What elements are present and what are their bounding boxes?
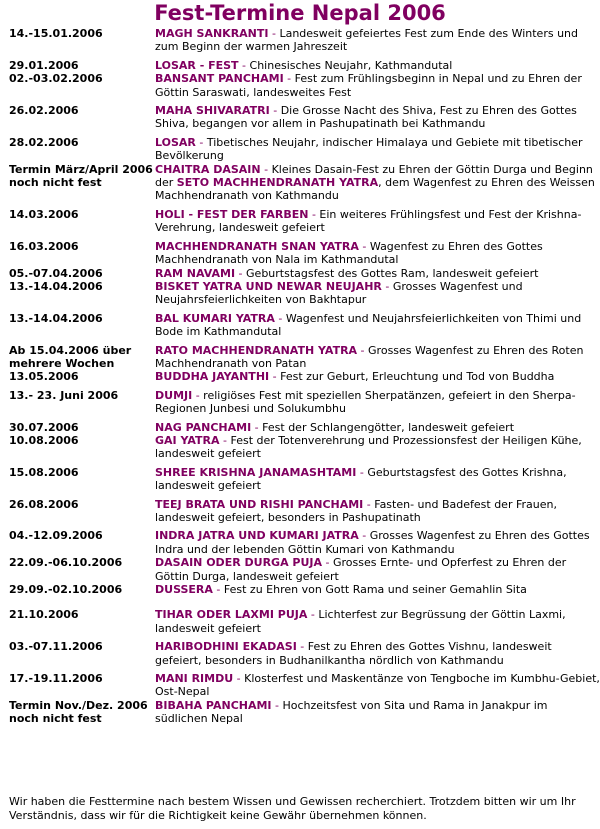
event-description [155,556,600,583]
event-description [155,280,600,312]
event-text: Fest der Totenverehrung und Prozessionsfest der Heiligen Kühe, landesweit gefeiert [155,433,582,461]
event-description [155,104,600,136]
event-text: Fest zum Frühlingsbeginn in Nepal und zu Ehren der Göttin Saraswati, landesweites Fest [155,72,582,99]
event-row [6,27,600,59]
event-date: 28.02.2006 [9,135,79,149]
event-date: 13.- 23. Juni 2006 [9,388,119,402]
separator: - [238,58,250,72]
event-text: Geburtstagsfest des Gottes Ram, landesweit gefeiert [246,266,539,280]
event-name: MAHA SHIVARATRI [155,104,270,118]
event-date: 26.08.2006 [9,497,79,511]
event-date: 13.-14.04.2006 [9,279,103,293]
event-date: Termin Nov./Dez. 2006 noch nicht fest [9,698,148,726]
event-row [6,370,600,388]
event-description [155,498,600,530]
event-date: 21.10.2006 [9,608,79,622]
event-name: BISKET YATRA UND NEWAR NEUJAHR [155,279,382,293]
separator: - [192,388,204,402]
event-row [6,498,600,530]
event-text: Kleines Dasain-Fest zu Ehren der Göttin Durga und Beginn der [155,162,593,190]
separator: - [260,162,272,176]
event-description [155,208,600,240]
event-date: Termin März/April 2006 noch nicht fest [9,162,153,190]
event-description [155,699,600,726]
event-name: LOSAR - FEST [155,58,239,72]
event-description [155,267,600,280]
event-date: 10.08.2006 [9,433,79,447]
event-description [155,312,600,344]
separator: - [251,420,263,434]
event-text: Fest zu Ehren des Gottes Vishnu, landesweit gefeiert, besonders in Budhanilkantha nördlich von Kathmandu [155,640,552,667]
event-row [6,529,600,556]
event-description [155,672,600,699]
separator: - [381,279,393,293]
event-row [6,163,600,208]
separator: - [322,556,333,570]
separator: - [269,370,281,384]
event-text: Ein weiteres Frühlingsfest und Fest der Krishna-Verehrung, landesweit gefeiert [155,207,582,235]
event-row [6,267,600,280]
event-text: Lichterfest zur Begrüssung der Göttin Laxmi, landesweit gefeiert [155,608,566,635]
event-row [6,136,600,163]
event-description [155,466,600,498]
event-date: 13.-14.04.2006 [9,311,103,325]
event-name: NAG PANCHAMI [155,420,252,434]
event-description [155,608,600,640]
event-text: Die Grosse Nacht des Shiva, Fest zu Ehren des Gottes Shiva, begangen vor allem in Pashupatinath bei Kathmandu [155,104,577,131]
event-name: BANSANT PANCHAMI [155,72,284,86]
event-name: DUMJI [155,388,193,402]
event-name: DUSSERA [155,583,213,597]
event-text: Geburtstagsfest des Gottes Krishna, landesweit gefeiert [155,465,567,493]
event-text: religiöses Fest mit speziellen Sherpatänzen, gefeiert in den Sherpa-Regionen Junbesi und Solukumbhu [155,388,576,416]
event-row [6,608,600,640]
event-row [6,344,600,371]
event-row [6,72,600,104]
event-date: 29.01.2006 [9,58,79,72]
separator: - [235,266,247,280]
event-text: , dem Wagenfest zu Ehren des Weissen Machhendranath von Kathmandu [155,176,595,203]
event-name: HARIBODHINI EKADASI [155,640,297,654]
event-name: GAI YATRA [155,433,220,447]
event-row [6,389,600,421]
separator: - [358,529,370,543]
event-text: Landesweit gefeiertes Fest zum Ende des Winters und zum Beginn der warmen Jahreszeit [155,27,579,54]
event-name: SETO MACHHENDRANATH YATRA [176,176,379,190]
event-name: MACHHENDRANATH SNAN YATRA [155,239,359,253]
event-description [155,27,600,59]
event-text: Grosses Ernte- und Opferfest zu Ehren der Göttin Durga, landesweit gefeiert [155,556,567,583]
event-name: MAGH SANKRANTI [155,27,269,40]
event-description [155,583,600,608]
event-description [155,389,600,421]
event-row [6,699,600,726]
separator: - [358,239,370,253]
event-date: 30.07.2006 [9,420,79,434]
event-name: INDRA JATRA UND KUMARI JATRA [155,529,359,543]
separator: - [195,135,207,149]
event-name: MANI RIMDU [155,672,234,686]
event-description [155,434,600,466]
event-date: 29.09.-02.10.2006 [9,583,123,597]
separator: - [296,640,308,654]
event-row [6,556,600,583]
event-name: DASAIN ODER DURGA PUJA [155,556,323,570]
disclaimer-text: Wir haben die Festtermine nach bestem Wissen und Gewissen recherchiert. Trotzdem bitten wir um Ihr Verständnis, dass wir für die Richtigkeit keine Gewähr übernehmen können. [9,795,576,822]
event-row [6,421,600,434]
event-date: 05.-07.04.2006 [9,266,103,280]
event-text: Grosses Wagenfest zu Ehren des Roten Machhendranath von Patan [155,343,584,370]
separator: - [271,698,283,712]
event-row [6,104,600,136]
event-date: 13.05.2006 [9,370,79,384]
event-text: Grosses Wagenfest und Neujahrsfeierlichkeiten von Bakhtapur [155,279,523,307]
separator: - [269,104,281,118]
event-text: Fest zur Geburt, Erleuchtung und Tod von Buddha [280,370,555,384]
event-text: Hochzeitsfest von Sita und Rama in Janakpur im südlichen Nepal [155,698,548,726]
event-row [6,59,600,72]
event-description [155,344,600,371]
event-text: Fest zu Ehren von Gott Rama und seiner Gemahlin Sita [223,583,527,597]
event-description [155,421,600,434]
event-description [155,163,600,208]
events-table [6,27,600,726]
event-date: 14.-15.01.2006 [9,27,103,40]
event-row [6,640,600,672]
event-description [155,72,600,104]
event-text: Klosterfest und Maskentänze von Tengboche im Kumbhu-Gebiet, Ost-Nepal [155,672,600,699]
event-description [155,370,600,388]
event-text: Wagenfest und Neujahrsfeierlichkeiten von Thimi und Bode im Kathmandutal [155,311,582,339]
separator: - [307,608,319,622]
event-name: TEEJ BRATA UND RISHI PANCHAMI [155,497,364,511]
event-row [6,672,600,699]
separator: - [308,207,320,221]
event-row [6,583,600,608]
separator: - [357,343,369,357]
event-date: 15.08.2006 [9,465,79,479]
separator: - [268,27,280,40]
event-name: TIHAR ODER LAXMI PUJA [155,608,308,622]
event-text: Fest der Schlangengötter, landesweit gefeiert [262,420,515,434]
event-date: 14.03.2006 [9,207,79,221]
event-description [155,529,600,556]
separator: - [356,465,368,479]
event-name: RAM NAVAMI [155,266,236,280]
event-text: Grosses Wagenfest zu Ehren des Gottes Indra und der lebenden Göttin Kumari von Kathmandu [155,529,590,556]
event-date: 22.09.-06.10.2006 [9,556,123,570]
event-text: Chinesisches Neujahr, Kathmandutal [249,58,453,72]
event-date: 04.-12.09.2006 [9,529,103,543]
event-row [6,312,600,344]
event-text: Wagenfest zu Ehren des Gottes Machhendranath von Nala im Kathmandutal [155,239,543,267]
event-date: 03.-07.11.2006 [9,640,103,654]
event-description [155,640,600,672]
separator: - [219,433,231,447]
event-name: RATO MACHHENDRANATH YATRA [155,343,358,357]
event-text: Tibetisches Neujahr, indischer Himalaya und Gebiete mit tibetischer Bevölkerung [155,135,583,163]
event-description [155,59,600,72]
event-name: HOLI - FEST DER FARBEN [155,207,309,221]
event-date: 16.03.2006 [9,239,79,253]
event-name: LOSAR [155,135,196,149]
event-text: Fasten- und Badefest der Frauen, landesweit gefeiert, besonders in Pashupatinath [155,497,557,524]
event-name: CHAITRA DASAIN [155,162,261,176]
event-date: 26.02.2006 [9,104,79,118]
event-row [6,466,600,498]
event-date: 17.-19.11.2006 [9,672,103,686]
event-description [155,136,600,163]
event-row [6,434,600,466]
event-name: BUDDHA JAYANTHI [155,370,270,384]
event-description [155,240,600,267]
event-name: BIBAHA PANCHAMI [155,698,272,712]
separator: - [363,497,375,511]
events-body [6,27,600,726]
separator: - [212,583,224,597]
event-row [6,280,600,312]
event-row [6,240,600,267]
event-date: 02.-03.02.2006 [9,72,103,86]
event-row [6,208,600,240]
page-title: Fest-Termine Nepal 2006 [154,1,446,25]
separator: - [274,311,286,325]
separator: - [233,672,245,686]
separator: - [283,72,295,86]
event-name: BAL KUMARI YATRA [155,311,275,325]
event-date: Ab 15.04.2006 über mehrere Wochen [9,343,132,370]
event-name: SHREE KRISHNA JANAMASHTAMI [155,465,357,479]
